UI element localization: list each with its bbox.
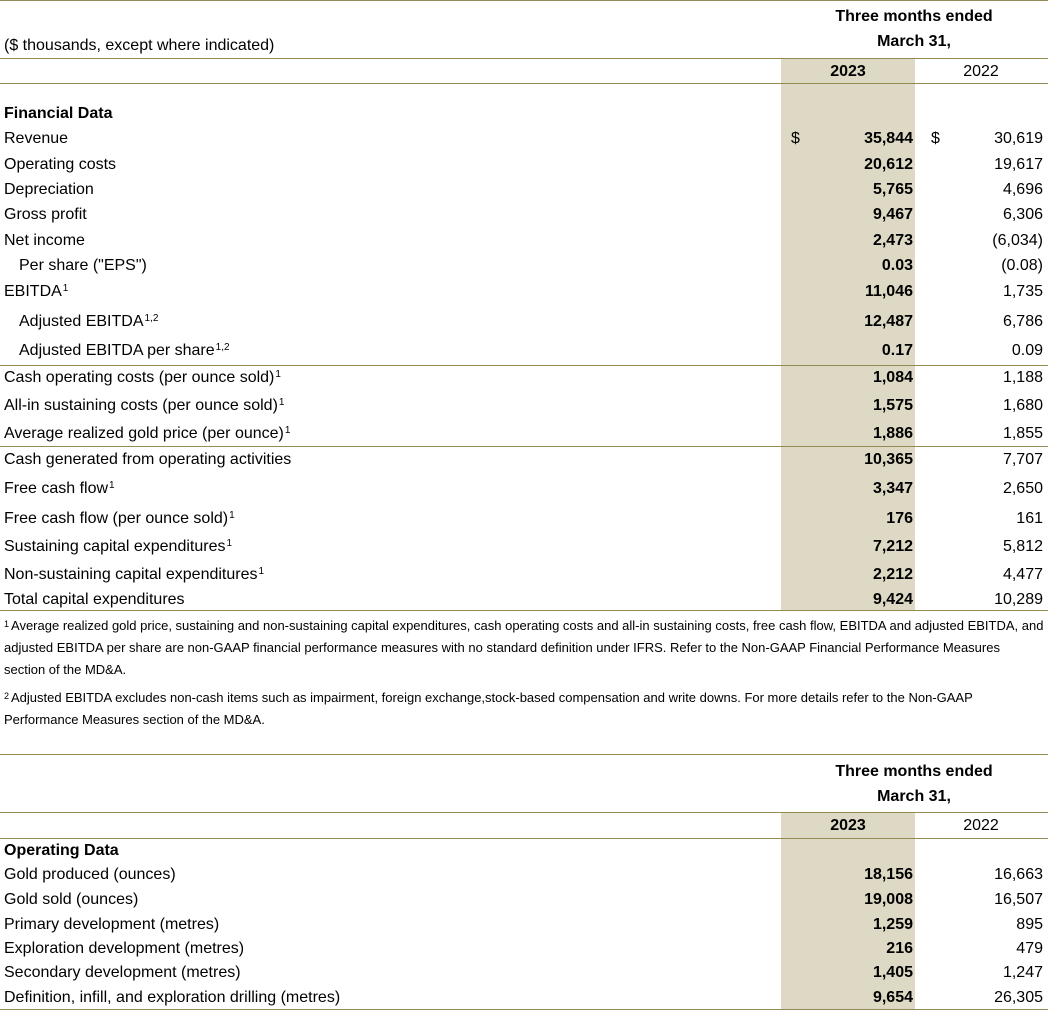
- value-2023: 19,008: [864, 891, 913, 908]
- value-2022: 2,650: [1002, 480, 1043, 497]
- period-header-line1: Three months ended: [835, 8, 993, 25]
- value-2023: 12,487: [864, 313, 913, 330]
- row-label-text: Adjusted EBITDA: [19, 313, 144, 330]
- value-2022: 895: [1016, 916, 1043, 933]
- value-2023: 35,844: [864, 130, 913, 147]
- row-label-text: EBITDA: [4, 283, 62, 300]
- value-2023: 9,654: [872, 989, 913, 1006]
- value-2022: 0.09: [1011, 342, 1043, 359]
- value-2022: 1,247: [1002, 964, 1043, 981]
- value-2023: 0.03: [881, 257, 913, 274]
- value-2022: 6,306: [1002, 206, 1043, 223]
- value-2022: 30,619: [994, 130, 1043, 147]
- value-2023: 5,765: [872, 181, 913, 198]
- period-header2-line1: Three months ended: [835, 763, 993, 780]
- value-2022: 161: [1016, 510, 1043, 527]
- year-prior-header: 2022: [963, 63, 999, 80]
- operating-row-label: Definition, infill, and exploration drilling (metres): [4, 989, 341, 1006]
- rule-mid2: [0, 446, 1048, 447]
- footnote-ref: 1: [258, 566, 265, 577]
- value-2023: 1,259: [872, 916, 913, 933]
- footnote-ref: 1: [284, 425, 291, 436]
- operating-row-label: Secondary development (metres): [4, 964, 241, 981]
- period-header-line2: March 31,: [877, 33, 951, 50]
- footnote-ref: 1: [109, 480, 115, 491]
- value-2022: (0.08): [1001, 257, 1043, 274]
- row-label-text: Total capital expenditures: [4, 591, 185, 608]
- value-2023: 176: [886, 510, 913, 527]
- footnote-1-text: Average realized gold price, sustaining and non-sustaining capital expenditures, cash operating costs and all-in sustaining costs, free cash flow, EBITDA and adjusted EBITDA, and adjusted EBITDA per share are non-GAAP financial performance measures with no standard definition under IFRS. Refer to the Non-GAAP Financial Performance Measures section of the MD&A.: [4, 618, 1044, 677]
- financial-row-label: [4, 367, 281, 389]
- value-2023: 10,365: [864, 451, 913, 468]
- footnote-2-text: Adjusted EBITDA excludes non-cash items such as impairment, foreign exchange,stock-based compensation and write downs. For more details refer to the Non-GAAP Performance Measures section of the MD&A.: [4, 690, 973, 727]
- financial-row-label: [4, 589, 185, 611]
- row-label-text: Free cash flow: [4, 480, 109, 497]
- footnote-1: [4, 615, 1044, 681]
- value-2022: 1,188: [1002, 369, 1043, 386]
- row-label-text: Revenue: [4, 130, 69, 147]
- rule-table2-top: [0, 754, 1048, 755]
- footnote-ref: 1: [226, 538, 233, 549]
- row-label-text: All-in sustaining costs (per ounce sold): [4, 397, 278, 414]
- footnote-ref: 1: [229, 510, 235, 521]
- financial-row-label: [4, 508, 235, 530]
- value-2023: 20,612: [864, 156, 913, 173]
- value-2023: 2,212: [872, 566, 913, 583]
- financial-row-label: [4, 128, 68, 150]
- operating-row-label: Exploration development (metres): [4, 940, 245, 957]
- row-label-text: Adjusted EBITDA per share: [19, 342, 215, 359]
- units-note: ($ thousands, except where indicated): [4, 37, 275, 54]
- currency-symbol-2022: $: [931, 130, 940, 147]
- rule-table1-bottom: [0, 610, 1048, 611]
- row-label-text: Cash operating costs (per ounce sold): [4, 369, 275, 386]
- value-2023: 7,212: [872, 538, 913, 555]
- value-2022: 4,477: [1002, 566, 1043, 583]
- year-current-header-2: 2023: [830, 817, 866, 834]
- financial-row-label: [19, 311, 158, 333]
- value-2023: 1,405: [872, 964, 913, 981]
- value-2022: 26,305: [994, 989, 1043, 1006]
- row-label-text: Cash generated from operating activities: [4, 451, 292, 468]
- footnote-ref: 1,2: [215, 342, 230, 353]
- value-2023: 9,424: [872, 591, 913, 608]
- footnote-ref: 1: [275, 369, 281, 380]
- financial-row-label: [4, 536, 232, 558]
- value-2023: 1,575: [872, 397, 913, 414]
- footnote-ref: 1: [62, 283, 69, 294]
- financial-row-label: [4, 204, 87, 226]
- section-title-financial: Financial Data: [4, 105, 113, 122]
- value-2022: 1,735: [1002, 283, 1043, 300]
- value-2023: 0.17: [881, 342, 913, 359]
- row-label-text: Net income: [4, 232, 85, 249]
- value-2023: 1,886: [872, 425, 913, 442]
- row-label-text: Gross profit: [4, 206, 87, 223]
- value-2022: 1,680: [1002, 397, 1043, 414]
- year-current-header: 2023: [830, 63, 866, 80]
- row-label-text: Sustaining capital expenditures: [4, 538, 226, 555]
- value-2023: 9,467: [872, 206, 913, 223]
- value-2022: (6,034): [992, 232, 1043, 249]
- rule-mid1: [0, 365, 1048, 366]
- value-2022: 16,663: [994, 866, 1043, 883]
- value-2022: 19,617: [994, 156, 1043, 173]
- footnote-2: [4, 687, 1044, 731]
- operating-row-label: Primary development (metres): [4, 916, 220, 933]
- financial-row-label: [4, 395, 284, 417]
- row-label-text: Free cash flow (per ounce sold): [4, 510, 229, 527]
- footnote-ref: 1,2: [144, 313, 159, 324]
- financial-row-label: [4, 564, 264, 586]
- operating-row-label: Gold sold (ounces): [4, 891, 139, 908]
- row-label-text: Non-sustaining capital expenditures: [4, 566, 258, 583]
- rule-table2-bottom: [0, 1009, 1048, 1010]
- year-prior-header-2: 2022: [963, 817, 999, 834]
- value-2023: 18,156: [864, 866, 913, 883]
- financial-row-label: [4, 281, 68, 303]
- value-2022: 5,812: [1002, 538, 1043, 555]
- section-title-operating: Operating Data: [4, 842, 119, 859]
- financial-row-label: [4, 154, 116, 176]
- value-2022: 1,855: [1002, 425, 1043, 442]
- financial-row-label: [4, 478, 115, 500]
- rule-years: [0, 83, 1048, 84]
- financial-row-label: [4, 230, 85, 252]
- footnote-2-marker: 2: [4, 691, 10, 701]
- value-2022: 16,507: [994, 891, 1043, 908]
- financial-row-label: [4, 179, 94, 201]
- value-2023: 2,473: [872, 232, 913, 249]
- value-2022: 4,696: [1002, 181, 1043, 198]
- row-label-text: Operating costs: [4, 156, 117, 173]
- value-2022: 479: [1016, 940, 1043, 957]
- period-header2-line2: March 31,: [877, 788, 951, 805]
- value-2023: 216: [886, 940, 913, 957]
- value-2022: 7,707: [1002, 451, 1043, 468]
- value-2022: 10,289: [994, 591, 1043, 608]
- value-2023: 1,084: [872, 369, 913, 386]
- value-2023: 11,046: [864, 283, 913, 300]
- rule-table2-years: [0, 838, 1048, 839]
- currency-symbol-2023: $: [791, 130, 800, 147]
- row-label-text: Average realized gold price (per ounce): [4, 425, 284, 442]
- value-2022: 6,786: [1002, 313, 1043, 330]
- rule-top: [0, 0, 1048, 1]
- row-label-text: Depreciation: [4, 181, 94, 198]
- footnote-ref: 1: [278, 397, 285, 408]
- financial-row-label: [19, 340, 230, 362]
- row-label-text: Per share ("EPS"): [19, 257, 147, 274]
- value-2023: 3,347: [872, 480, 913, 497]
- financial-row-label: [4, 423, 290, 445]
- financial-row-label: [19, 255, 147, 277]
- footnote-1-marker: 1: [4, 619, 10, 629]
- financial-row-label: [4, 449, 291, 471]
- operating-row-label: Gold produced (ounces): [4, 866, 176, 883]
